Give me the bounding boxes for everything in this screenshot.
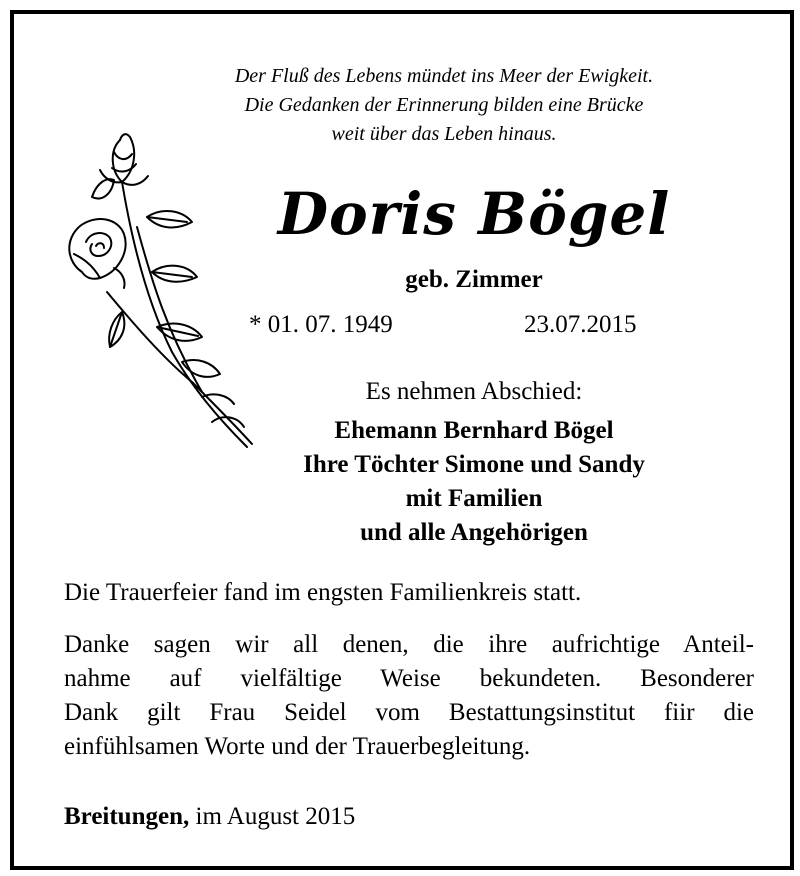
- obituary-notice: [14, 14, 790, 866]
- rose-illustration: [52, 122, 272, 452]
- thanks-line: einfühlsamen Worte und der Trauerbegleitung.: [64, 733, 531, 760]
- obituary-border: [10, 10, 794, 870]
- thanks-line: nahme auf vielfältige Weise bekundeten. Besonderer: [64, 665, 754, 692]
- farewell-intro: Es nehmen Abschied:: [365, 378, 583, 405]
- death-date: 23.07.2015: [524, 311, 637, 338]
- thanks-paragraph: [64, 628, 754, 764]
- closing-place: Breitungen,: [64, 803, 190, 830]
- birth-date: * 01. 07. 1949: [249, 311, 393, 338]
- mourners-list: [224, 414, 724, 550]
- closing-date: im August 2015: [189, 803, 356, 830]
- mourner-line: und alle Angehörigen: [360, 519, 588, 546]
- funeral-note: Die Trauerfeier fand im engsten Familienkreis statt.: [64, 579, 582, 606]
- deceased-name: Doris Bögel: [277, 180, 671, 248]
- mourner-line: Ihre Töchter Simone und Sandy: [303, 451, 645, 478]
- closing-line: [64, 800, 355, 834]
- motto-line: Die Gedanken der Erinnerung bilden eine Brücke: [244, 94, 644, 116]
- mourner-line: Ehemann Bernhard Bögel: [334, 417, 614, 444]
- thanks-line: Dank gilt Frau Seidel vom Bestattungsinstitut fiir die: [64, 699, 754, 726]
- maiden-name: geb. Zimmer: [405, 266, 543, 293]
- motto-line: Der Fluß des Lebens mündet ins Meer der Ewigkeit.: [234, 65, 654, 87]
- mourner-line: mit Familien: [405, 485, 543, 512]
- motto-line: weit über das Leben hinaus.: [331, 123, 557, 145]
- thanks-line: Danke sagen wir all denen, die ihre aufrichtige Anteil-: [64, 631, 754, 658]
